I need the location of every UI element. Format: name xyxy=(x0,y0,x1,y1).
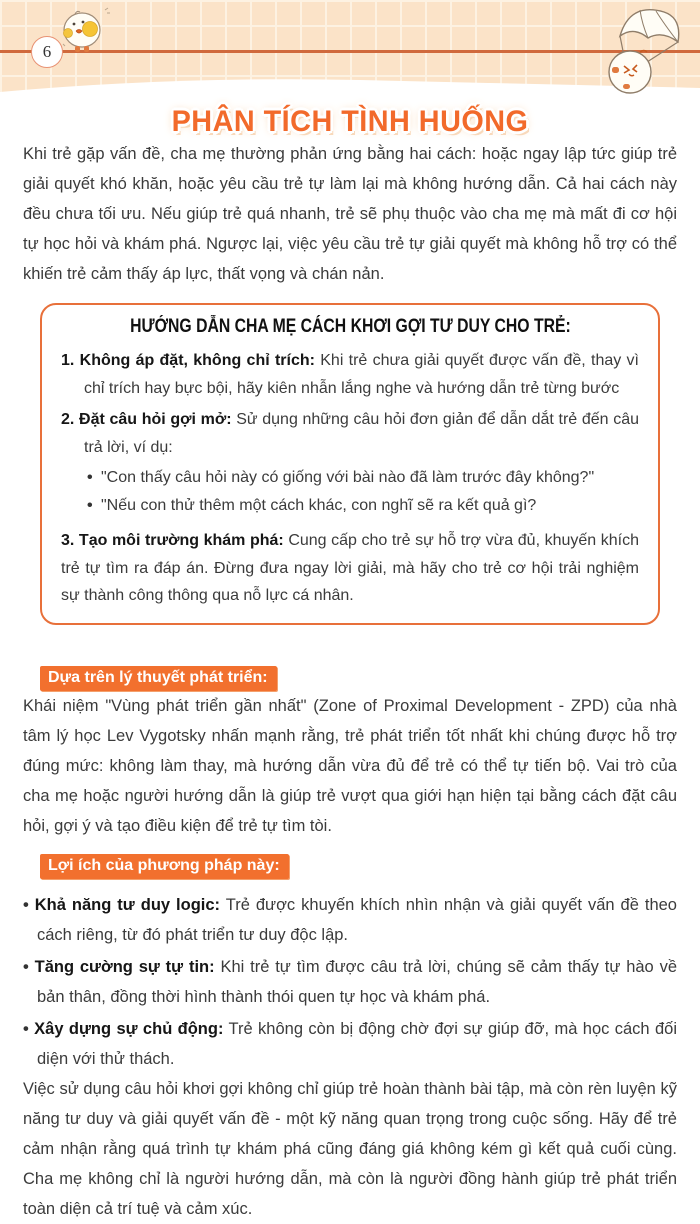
guide-item-1-lead: Không áp đặt, không chỉ trích: xyxy=(79,352,315,369)
intro-paragraph: Khi trẻ gặp vấn đề, cha mẹ thường phản ứng bằng hai cách: hoặc ngay lập tức giúp trẻ giải quyết khó khăn, hoặc yêu cầu trẻ tự làm lại mà không hướng dẫn. Cả hai cách này đều chưa tối ưu. Nếu giúp trẻ quá nhanh, trẻ sẽ phụ thuộc vào cha mẹ mà mất đi cơ hội tự học hỏi và khám phá. Ngược lại, việc yêu cầu trẻ tự giải quyết mà không hỗ trợ có thể khiến trẻ cảm thấy áp lực, thất vọng và chán nản. xyxy=(23,145,677,283)
benefit-item-1-lead: Khả năng tư duy logic: xyxy=(34,895,221,914)
guide-item-1-text: Khi trẻ chưa giải quyết được vấn đề, thay vì chỉ trích hay bực bội, hãy kiên nhẫn lắng nghe và hướng dẫn trẻ từng bước xyxy=(84,352,640,397)
example-question-2 xyxy=(87,492,639,520)
example-question-list xyxy=(61,464,639,519)
guide-item-2-lead: Đặt câu hỏi gợi mở: xyxy=(79,411,232,428)
bullet-dot-icon: • xyxy=(87,469,93,486)
guide-item-2-number: 2. xyxy=(61,411,75,428)
guide-item-2 xyxy=(61,406,639,461)
parachute-chick-icon xyxy=(582,4,692,96)
benefit-item-1-text: Trẻ được khuyến khích nhìn nhận và giải quyết vấn đề theo cách riêng, từ đó phát triển tư duy độc lập. xyxy=(37,895,677,944)
guide-item-2-text: Sử dụng những câu hỏi đơn giản để dẫn dắt trẻ đến câu trả lời, ví dụ: xyxy=(84,411,639,456)
guide-item-3-lead: Tạo môi trường khám phá: xyxy=(78,532,284,549)
benefit-item-1 xyxy=(23,890,677,950)
benefit-item-3 xyxy=(23,1014,677,1074)
benefits-section-label: Lợi ích của phương pháp này: xyxy=(40,854,289,879)
benefit-item-2-text: Khi trẻ tự tìm được câu trả lời, chúng sẽ cảm thấy tự hào về bản thân, đồng thời hình thành thói quen tự học và khám phá. xyxy=(37,957,677,1006)
theory-section-label: Dựa trên lý thuyết phát triển: xyxy=(40,666,277,691)
page-content xyxy=(0,139,700,1224)
guide-item-3-number: 3. xyxy=(61,532,75,549)
closing-paragraph: Việc sử dụng câu hỏi khơi gợi không chỉ giúp trẻ hoàn thành bài tập, mà còn rèn luyện kỹ năng tư duy và giải quyết vấn đề - một kỹ năng quan trọng trong cuộc sống. Hãy để trẻ cảm nhận rằng quá trình tự khám phá cũng đáng giá không kém gì kết quả cuối cùng. Cha mẹ không chỉ là người hướng dẫn, mà còn là người đồng hành giúp trẻ phát triển toàn diện cả trí tuệ và cảm xúc. xyxy=(23,1079,677,1218)
page-header xyxy=(0,0,700,97)
chick-icon xyxy=(55,4,113,56)
guide-item-1-number: 1. xyxy=(61,352,75,369)
bullet-dot-icon: • xyxy=(23,957,35,976)
benefit-item-2 xyxy=(23,952,677,1012)
guide-item-3-text: Cung cấp cho trẻ sự hỗ trợ vừa đủ, khuyến khích trẻ tự tìm ra đáp án. Đừng đưa ngay lời giải, mà hãy cho trẻ cơ hội trải nghiệm sự thành công thông qua nỗ lực cá nhân. xyxy=(61,532,639,604)
parent-guide-box xyxy=(40,303,660,625)
example-question-2-text: "Nếu con thử thêm một cách khác, con nghĩ sẽ ra kết quả gì? xyxy=(101,496,537,514)
bullet-dot-icon: • xyxy=(23,1019,35,1038)
guide-item-1 xyxy=(61,347,639,402)
benefit-item-3-lead: Xây dựng sự chủ động: xyxy=(34,1019,224,1038)
page-number: 6 xyxy=(42,42,52,61)
example-question-1-text: "Con thấy câu hỏi này có giống với bài nào đã làm trước đây không?" xyxy=(101,469,595,486)
benefit-list xyxy=(23,890,677,1074)
guide-item-3 xyxy=(61,527,639,610)
benefit-item-3-text: Trẻ không còn bị động chờ đợi sự giúp đỡ, mà học cách đối diện với thử thách. xyxy=(37,1019,677,1068)
example-question-1 xyxy=(87,464,639,492)
theory-paragraph: Khái niệm "Vùng phát triển gần nhất" (Zone of Proximal Development - ZPD) của nhà tâm lý học Lev Vygotsky nhấn mạnh rằng, trẻ phát triển tốt nhất khi chúng được hỗ trợ đúng mức: không làm thay, mà hướng dẫn vừa đủ để trẻ có thể tự tiến bộ. Vai trò của cha mẹ hoặc người hướng dẫn là giúp trẻ vượt qua giới hạn hiện tại bằng cách đặt câu hỏi, gợi ý và tạo điều kiện để trẻ tự tìm tòi. xyxy=(23,696,677,835)
guide-box-heading: HƯỚNG DẪN CHA MẸ CÁCH KHƠI GỢI TƯ DUY CHO TRẺ: xyxy=(129,316,571,337)
page-title: PHÂN TÍCH TÌNH HUỐNG xyxy=(171,105,529,138)
benefit-item-2-lead: Tăng cường sự tự tin: xyxy=(34,957,215,976)
bullet-dot-icon: • xyxy=(87,496,93,514)
bullet-dot-icon: • xyxy=(23,895,35,914)
